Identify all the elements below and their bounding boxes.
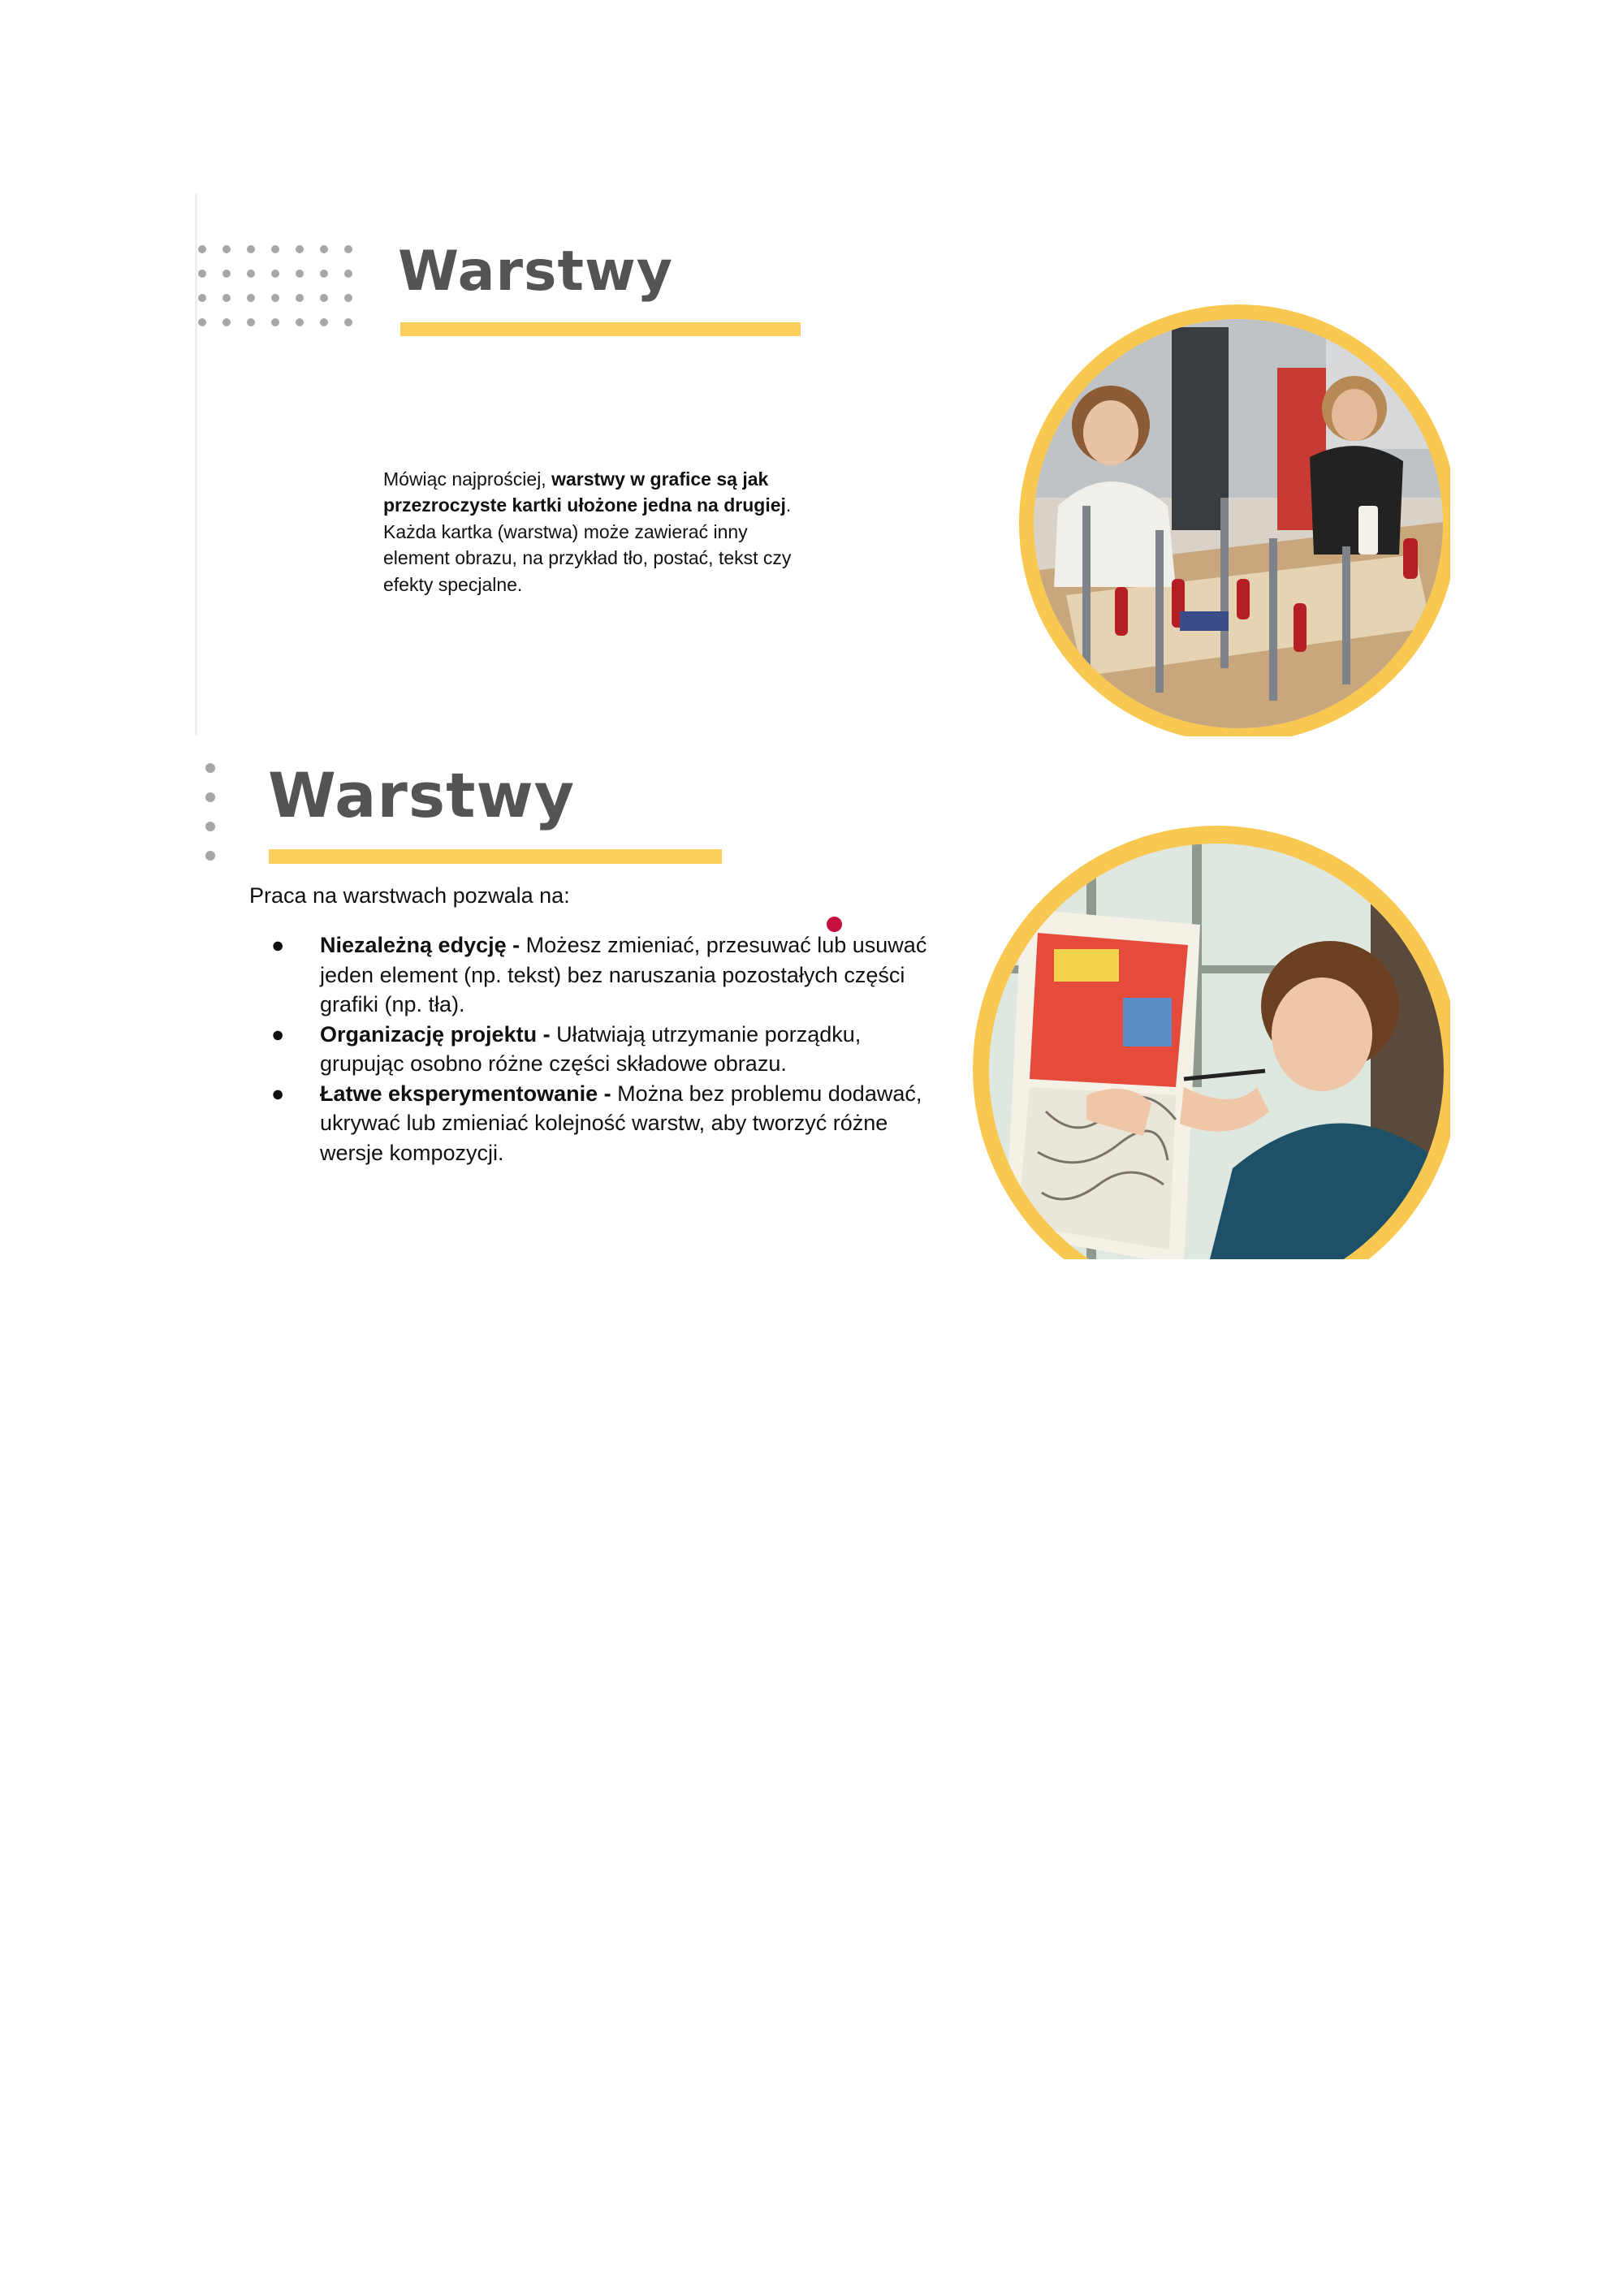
decor-dot [320, 294, 328, 302]
bullet-icon: ● [271, 933, 285, 957]
decor-dot [198, 318, 206, 326]
decor-dot [344, 245, 352, 253]
decorative-dot-grid [198, 245, 361, 334]
slide1-left-edge [195, 193, 197, 736]
boy-tracing-comic-photo-icon [989, 844, 1444, 1259]
decor-dot [247, 318, 255, 326]
decor-dot [222, 294, 231, 302]
slide2-bullet-list [268, 930, 934, 1167]
slide1-paragraph [383, 466, 806, 598]
bullet-bold: Niezależną edycję - [320, 933, 520, 957]
decor-dot [271, 270, 279, 278]
boy-tracing-comic-photo-circle [973, 826, 1450, 1259]
decor-dot [344, 318, 352, 326]
decor-dot [247, 245, 255, 253]
decor-dot [344, 270, 352, 278]
bullet-icon: ● [271, 1081, 285, 1106]
bullet-text: Możesz zmieniać, przesuwać lub usuwać jeden element (np. tekst) bez naruszania pozostałych części grafiki (np. tła). [320, 933, 927, 1016]
bullet-item [268, 1020, 934, 1079]
decor-dot [296, 245, 304, 253]
slide2-intro: Praca na warstwach pozwala na: [249, 883, 570, 908]
decor-dot [198, 245, 206, 253]
slide1-title: Warstwy [398, 240, 674, 304]
bullet-icon: ● [271, 1021, 285, 1047]
slide1-paragraph-bold: warstwy w grafice są jak przezroczyste kartki ułożone jedna na drugiej [383, 468, 786, 516]
workshop-photo-icon [1034, 319, 1443, 728]
slide2-title-underline [269, 849, 722, 864]
slide1-photo-frame [1019, 304, 1450, 736]
decor-dot [247, 270, 255, 278]
decor-dot [222, 245, 231, 253]
bullet-text: Ułatwiają utrzymanie porządku, grupując osobno różne części składowe obrazu. [320, 1021, 862, 1076]
decor-dot [205, 822, 215, 831]
bullet-text: Można bez problemu dodawać, ukrywać lub zmieniać kolejność warstw, aby tworzyć różne wersje kompozycji. [320, 1081, 922, 1165]
decor-dot [271, 318, 279, 326]
decor-dot [320, 245, 328, 253]
workshop-photo-circle [1019, 304, 1450, 736]
decor-dot [222, 318, 231, 326]
decor-dot [198, 270, 206, 278]
slide1-paragraph-start: Mówiąc najprościej, [383, 468, 552, 490]
decor-dot [222, 270, 231, 278]
decor-dot [205, 792, 215, 802]
decor-dot [198, 294, 206, 302]
slide2-photo-frame [973, 826, 1450, 1259]
decor-dot [296, 294, 304, 302]
bullet-bold: Organizację projektu - [320, 1021, 551, 1047]
decor-dot [296, 318, 304, 326]
decor-dot [320, 270, 328, 278]
decor-dot [344, 294, 352, 302]
bullet-item [268, 1079, 934, 1168]
decorative-vertical-dots [205, 763, 222, 861]
slide1-paragraph-end: . Każda kartka (warstwa) może zawierać inny element obrazu, na przykład tło, postać, tekst czy efekty specjalne. [383, 494, 792, 595]
decor-dot [247, 294, 255, 302]
decor-dot [271, 294, 279, 302]
bullet-item [268, 930, 934, 1020]
slide2-title: Warstwy [268, 759, 576, 831]
decor-dot [271, 245, 279, 253]
bullet-bold: Łatwe eksperymentowanie - [320, 1081, 611, 1106]
decor-dot [205, 851, 215, 861]
slide1-title-underline [400, 322, 801, 336]
decor-dot [320, 318, 328, 326]
decor-dot [205, 763, 215, 773]
decor-dot [296, 270, 304, 278]
